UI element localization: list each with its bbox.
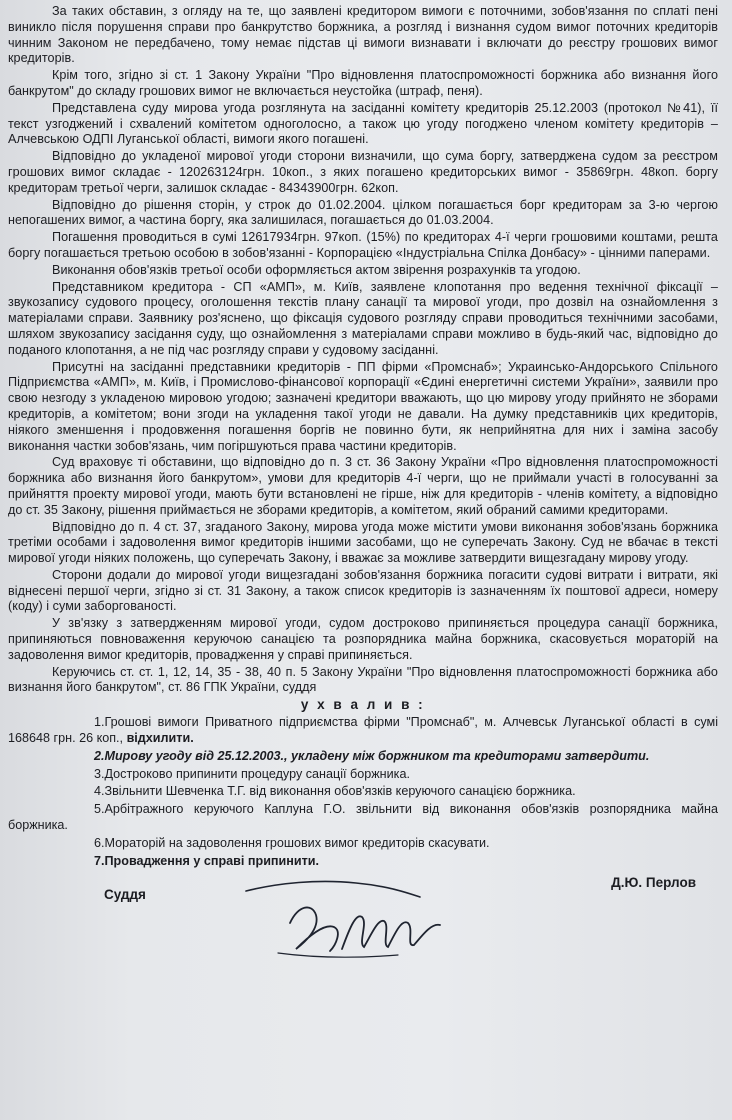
ruling-item-5: 5.Арбітражного керуючого Каплуна Г.О. звільнити від виконання обов'язків розпорядника майна боржника. (8, 802, 718, 833)
paragraph: У зв'язку з затвердженням мирової угоди, судом достроково припиняється процедура санації боржника, припиняються повноваження керуючою санацією та розпорядника майна боржника, скасовується мораторій на задоволення вимог кредиторів, провадження у справі припиняється. (8, 616, 718, 662)
ruling-item-2: 2.Мирову угоду від 25.12.2003., укладену між боржником та кредиторами затвердити. (94, 748, 650, 763)
paragraph: Виконання обов'язків третьої особи оформляється актом звірення розрахунків та угодою. (52, 262, 581, 277)
paragraph: Відповідно до п. 4 ст. 37, згаданого Закону, мирова угода може містити умови виконання зобов'язань боржника третіми особами і задоволення вимог кредиторів іншими засобами, що не суперечать Закону. Суд не вбачає в тексті мирової угоди ніяких положень, що суперечать Закону, і вважає за можливе затвердити вищезгадану мирову угоду. (8, 519, 718, 566)
ruling-list (8, 715, 718, 869)
ruling-item-1 (8, 715, 718, 747)
paragraph: Керуючись ст. ст. 1, 12, 14, 35 - 38, 40 п. 5 Закону України "Про відновлення платоспроможності боржника або визнання його банкрутом", ст. 86 ГПК України, суддя (8, 664, 718, 695)
ruling-item-3: 3.Достроково припинити процедуру санації боржника. (94, 766, 410, 781)
judge-name: Д.Ю. Перлов (611, 875, 696, 891)
paragraph: За таких обставин, з огляду на те, що заявлені кредитором вимоги є поточними, зобов'язання по сплаті пені виникло після порушення справи про банкрутство боржника, а розгляд і визнання судом вимог поточних кредиторів чинним Законом не передбачено, тому немає підстав ці вимоги визнавати і включати до реєстру грошових вимог кредиторів. (8, 4, 718, 66)
paragraph: Представлена суду мирова угода розглянута на засіданні комітету кредиторів 25.12.2003 (протокол №41), її текст узгоджений і схвалений комітетом одноголосно, а також цю угоду погоджено членом комітету кредиторів – Алчевською ОДПІ Луганської області, вимоги якого погашені. (8, 100, 718, 147)
paragraph: Відповідно до укладеної мирової угоди сторони визначили, що сума боргу, затверджена судом за реєстром грошових вимог складає - 120263124грн. 10коп., з яких погашено кредиторських вимог - 35869грн. 48коп. боргу кредиторам третьої черги, залишок складає - 84343900грн. 62коп. (8, 149, 718, 195)
signature-block (8, 873, 718, 973)
ruling-item-6: 6.Мораторій на задоволення грошових вимог кредиторів скасувати. (94, 835, 490, 850)
document-body (8, 4, 718, 696)
paragraph: Представником кредитора - СП «АМП», м. Київ, заявлене клопотання про ведення технічної фіксації – звукозапису судового процесу, оголошення текстів плану санації та мирової угоди, про дозвіл на ознайомлення з матеріалами справи. Заявнику роз'яснено, що фіксація судового розгляду справи проводиться технічними засобами, шляхом звукозапису засідання суду, що ознайомлення з матеріалами справи можливо в будь-який час, відповідно до поданого клопотання, а не під час розгляду справи у судовому засіданні. (8, 279, 718, 357)
ruling-item-7: 7.Провадження у справі припинити. (94, 853, 320, 868)
ruling-heading: у х в а л и в : (300, 697, 426, 713)
judge-label: Суддя (104, 887, 146, 903)
paragraph: Присутні на засіданні представники кредиторів - ПП фірми «Промснаб»; Украинсько-Андорського Спільного Підприємства «АМП», м. Київ, і Промислово-фінансової корпорації «Єдині енергетичні системи України», заявили про свою незгоду з укладеною мировою угодою; зазначені кредитори вважають, що цю мирову угоду прийнято не зборами кредиторів, а комітетом; вони згоди на укладення такої угоди не давали. На думку представників цих кредиторів, ніякого зменшення і продовження погашення боргів не повинно бути, як неприйнятна для них і заміна засобу виконання частки зобов'язань, чим погіршуються права частини кредиторів. (8, 359, 718, 453)
ruling-item-4: 4.Звільнити Шевченка Т.Г. від виконання обов'язків керуючого санацією боржника. (94, 784, 576, 799)
handwritten-signature-icon (238, 853, 478, 973)
paragraph: Сторони додали до мирової угоди вищезгадані зобов'язання боржника погасити судові витрати і витрати, які віднесені першої черги, згідно зі ст. 31 Закону, а також список кредиторів із зазначенням їх поштової адреси, номеру (коду) і суми заборгованості. (8, 567, 718, 614)
paragraph: Відповідно до рішення сторін, у строк до 01.02.2004. цілком погашається борг кредиторам за 3-ю чергою непогашених вимог, а частина боргу, яка залишилася, погашається до 01.03.2004. (8, 197, 718, 228)
ruling-item-text: 1.Грошові вимоги Приватного підприємства фірми "Промснаб", м. Алчевськ Луганської області в сумі 168648 грн. 26 коп., (8, 715, 718, 746)
ruling-item-emphasis: відхилити. (126, 731, 194, 746)
paragraph: Суд враховує ті обставини, що відповідно до п. 3 ст. 36 Закону України «Про відновлення платоспроможності боржника або визнання його банкрутом», умови для кредиторів 4-ї черги, що не приймали участі в голосуванні за прийняття проекту мирової угоди, мають бути встановлені не гірше, ніж для кредиторів - членів комітету, а відповідно до ст. 35 Закону, рішення приймається не зборами кредиторів, а комітетом, який обраний самими кредиторами. (8, 455, 718, 517)
paragraph: Крім того, згідно зі ст. 1 Закону України "Про відновлення платоспроможності боржника або визнання його банкрутом" до складу грошових вимог не включається неустойка (штраф, пеня). (8, 68, 718, 98)
paragraph: Погашення проводиться в сумі 12617934грн. 97коп. (15%) по кредиторах 4-ї черги грошовими коштами, решта боргу погашається третьою особою в зобов'язанні - Корпорацією «Індустріальна Спілка Донбасу» - цінними паперами. (8, 230, 718, 260)
